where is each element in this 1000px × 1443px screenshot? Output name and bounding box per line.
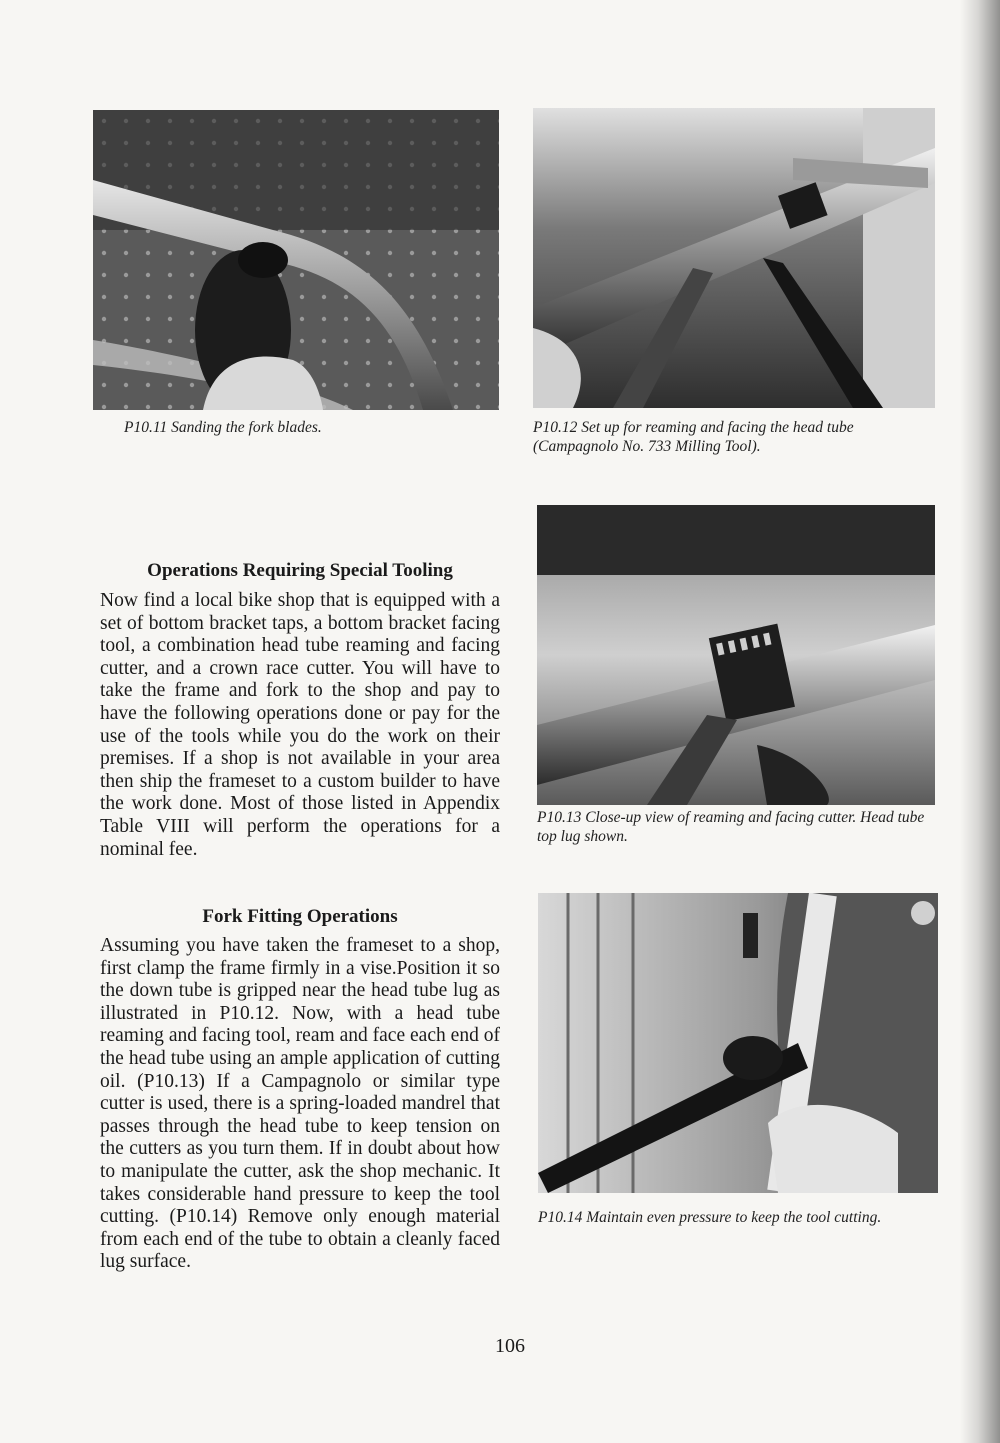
figure-p10-13-caption: P10.13 Close-up view of reaming and facing cutter. Head tube top lug shown. [537, 809, 925, 845]
figure-p10-14-caption: P10.14 Maintain even pressure to keep the tool cutting. [538, 1209, 882, 1226]
section-body-special-tooling [100, 590, 500, 861]
figure-p10-11-caption: P10.11 Sanding the fork blades. [124, 419, 322, 436]
page-binding-shadow [960, 0, 1000, 1443]
section-heading-fork-fitting: Fork Fitting Operations [202, 906, 398, 927]
section-heading-special-tooling: Operations Requiring Special Tooling [147, 560, 453, 581]
paragraph-fork-fitting: Assuming you have taken the frameset to a shop, first clamp the frame firmly in a vise.Position it so the down tube is gripped near the head tube lug as illustrated in P10.12. Now, with a head tube reaming and facing tool, ream and face each end of the head tube using an ample application of cutting oil. (P10.13) If a Campagnolo or similar type cutter is used, there is a spring-loaded mandrel that passes through the head tube to keep tension on the cutters as you turn them. If in doubt about how to manipulate the cutter, ask the shop mechanic. It takes considerable hand pressure to keep the tool cutting. (P10.14) Remove only enough material from each end of the tube to obtain a cleanly faced lug surface. [100, 935, 500, 1273]
figure-p10-12-caption: P10.12 Set up for reaming and facing the head tube (Campagnolo No. 733 Milling Tool). [533, 419, 854, 455]
figure-p10-11-photo [93, 110, 499, 410]
page-number: 106 [495, 1335, 525, 1357]
figure-p10-13-photo [537, 505, 935, 805]
section-body-fork-fitting [100, 935, 500, 1274]
figure-p10-14-photo [538, 893, 938, 1193]
figure-p10-12-photo [533, 108, 935, 408]
paragraph-special-tooling: Now find a local bike shop that is equipped with a set of bottom bracket taps, a bottom bracket facing tool, a combination head tube reaming and facing cutter, and a crown race cutter. You will have to take the frame and fork to the shop and pay to have the following operations done or pay for the use of the tools while you do the work on their premises. If a shop is not available in your area then ship the frameset to a custom builder to have the work done. Most of those listed in Appendix Table VIII will perform the operations for a nominal fee. [100, 590, 500, 860]
